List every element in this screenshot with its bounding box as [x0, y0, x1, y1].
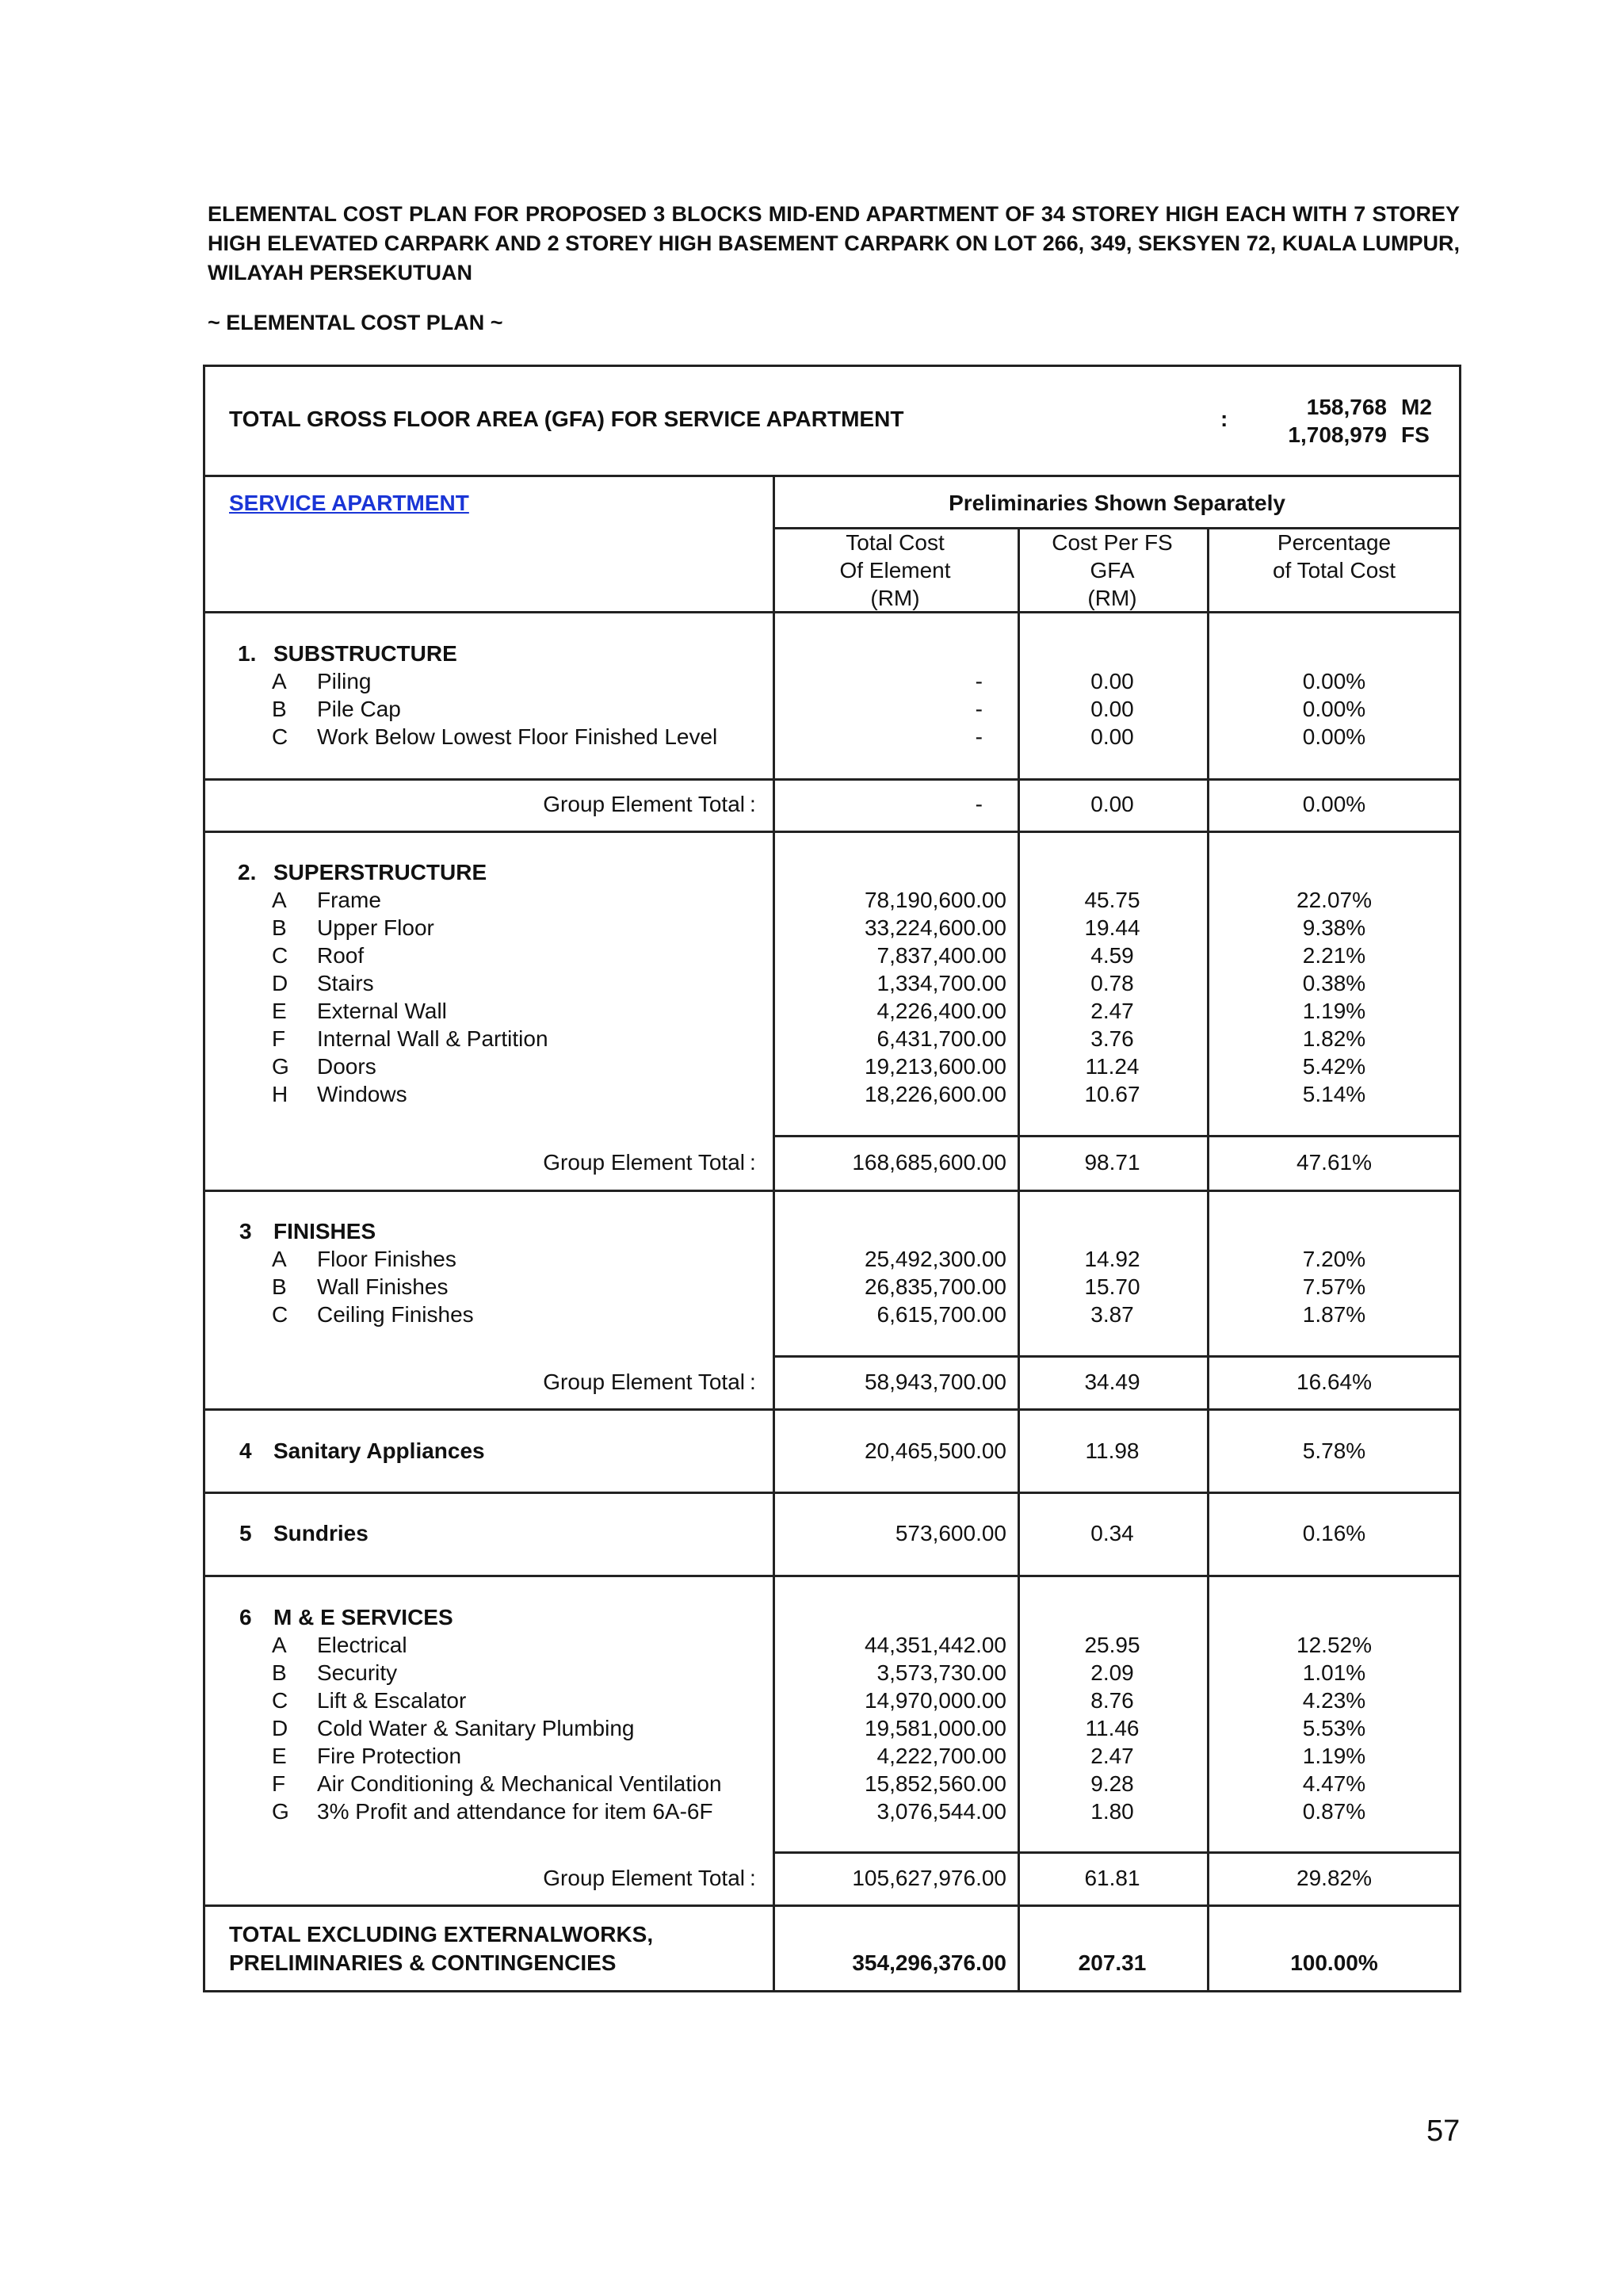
col1-header-3: (RM) [870, 586, 920, 610]
col3-header-1: Percentage [1277, 530, 1392, 555]
item-letter: H [272, 1082, 288, 1106]
section-cost: 573,600.00 [895, 1521, 1006, 1545]
group-total-per-fs: 98.71 [1084, 1150, 1140, 1175]
section-number: 4 [239, 1438, 252, 1463]
item-per-fs: 15.70 [1084, 1274, 1140, 1299]
item-letter: F [272, 1026, 286, 1051]
item-cost: 7,837,400.00 [876, 943, 1006, 968]
section-number: 6 [239, 1605, 252, 1629]
group-total-label: Group Element Total [543, 792, 745, 816]
group-total-colon: : [750, 1370, 756, 1394]
group-total-label: Group Element Total [543, 1370, 745, 1394]
item-per-fs: 0.00 [1090, 669, 1134, 693]
item-name: Work Below Lowest Floor Finished Level [317, 724, 718, 749]
group-total-label: Group Element Total [543, 1150, 745, 1175]
item-name: Pile Cap [317, 697, 401, 721]
item-pct: 22.07% [1296, 888, 1372, 912]
group-total-colon: : [750, 1150, 756, 1175]
item-pct: 12.52% [1296, 1633, 1372, 1657]
col2-header-3: (RM) [1087, 586, 1137, 610]
item-name: Piling [317, 669, 372, 693]
item-name: Roof [317, 943, 365, 968]
item-cost: - [975, 669, 983, 693]
item-cost: 4,226,400.00 [876, 999, 1006, 1023]
item-pct: 9.38% [1302, 915, 1366, 940]
item-pct: 2.21% [1302, 943, 1366, 968]
item-pct: 5.42% [1302, 1054, 1366, 1079]
item-pct: 4.47% [1302, 1771, 1366, 1796]
item-pct: 0.00% [1302, 697, 1366, 721]
item-letter: B [272, 1660, 287, 1685]
grand-total-per-fs: 207.31 [1078, 1950, 1147, 1975]
item-name: Windows [317, 1082, 407, 1106]
item-cost: 6,431,700.00 [876, 1026, 1006, 1051]
item-per-fs: 4.59 [1090, 943, 1134, 968]
item-name: Lift & Escalator [317, 1688, 467, 1713]
section-title: Sundries [273, 1521, 369, 1545]
section-title: M & E SERVICES [273, 1605, 453, 1629]
grand-total-label-2: PRELIMINARIES & CONTINGENCIES [229, 1950, 617, 1975]
item-cost: 78,190,600.00 [864, 888, 1006, 912]
prelim-header: Preliminaries Shown Separately [949, 491, 1285, 515]
section-pct: 0.16% [1302, 1521, 1366, 1545]
item-letter: B [272, 697, 287, 721]
section-title: FINISHES [273, 1219, 376, 1244]
item-cost: - [975, 724, 983, 749]
item-letter: A [272, 1247, 287, 1271]
item-pct: 5.14% [1302, 1082, 1366, 1106]
item-cost: 6,615,700.00 [876, 1302, 1006, 1327]
item-name: Electrical [317, 1633, 407, 1657]
section-number: 2. [238, 860, 257, 884]
item-pct: 0.38% [1302, 971, 1366, 995]
item-pct: 1.19% [1302, 999, 1366, 1023]
item-cost: 14,970,000.00 [864, 1688, 1006, 1713]
item-per-fs: 0.78 [1090, 971, 1134, 995]
item-per-fs: 3.76 [1090, 1026, 1134, 1051]
group-total-cost: 168,685,600.00 [852, 1150, 1006, 1175]
group-total-pct: 0.00% [1302, 792, 1366, 816]
section-title: Sanitary Appliances [273, 1438, 485, 1463]
item-pct: 4.23% [1302, 1688, 1366, 1713]
service-apartment-link[interactable]: SERVICE APARTMENT [229, 491, 469, 515]
item-letter: F [272, 1771, 286, 1796]
item-per-fs: 25.95 [1084, 1633, 1140, 1657]
item-pct: 1.87% [1302, 1302, 1366, 1327]
item-cost: 33,224,600.00 [864, 915, 1006, 940]
item-per-fs: 3.87 [1090, 1302, 1134, 1327]
item-letter: E [272, 999, 287, 1023]
gfa-fs-value: 1,708,979 [1288, 422, 1387, 447]
item-letter: E [272, 1744, 287, 1768]
document-subtitle: ~ ELEMENTAL COST PLAN ~ [208, 311, 503, 334]
item-pct: 5.53% [1302, 1716, 1366, 1740]
item-name: Ceiling Finishes [317, 1302, 474, 1327]
item-letter: D [272, 971, 288, 995]
section-cost: 20,465,500.00 [864, 1438, 1006, 1463]
item-name: Upper Floor [317, 915, 434, 940]
item-name: Floor Finishes [317, 1247, 456, 1271]
item-per-fs: 1.80 [1090, 1799, 1134, 1824]
item-per-fs: 14.92 [1084, 1247, 1140, 1271]
item-name: 3% Profit and attendance for item 6A-6F [317, 1799, 713, 1824]
item-pct: 0.00% [1302, 669, 1366, 693]
item-letter: A [272, 669, 287, 693]
item-letter: G [272, 1054, 289, 1079]
item-cost: 18,226,600.00 [864, 1082, 1006, 1106]
item-name: Air Conditioning & Mechanical Ventilation [317, 1771, 722, 1796]
item-per-fs: 9.28 [1090, 1771, 1134, 1796]
item-letter: C [272, 724, 288, 749]
section-per-fs: 0.34 [1090, 1521, 1134, 1545]
item-per-fs: 2.47 [1090, 999, 1134, 1023]
item-letter: C [272, 943, 288, 968]
group-total-cost: - [975, 792, 983, 816]
item-per-fs: 0.00 [1090, 697, 1134, 721]
document-title: ELEMENTAL COST PLAN FOR PROPOSED 3 BLOCKS MID-END APARTMENT OF 34 STOREY HIGH EACH WITH 7 STOREY HIGH ELEVATED CARPARK AND 2 STOREY HIGH BASEMENT CARPARK ON LOT 266, 349, SEKSYEN 72, KUALA LUMPUR, WILAYAH PERSEKUTUAN [208, 202, 1460, 285]
group-total-colon: : [750, 1866, 756, 1890]
item-letter: A [272, 1633, 287, 1657]
group-total-per-fs: 34.49 [1084, 1370, 1140, 1394]
col1-header-2: Of Element [839, 558, 951, 583]
item-per-fs: 2.47 [1090, 1744, 1134, 1768]
group-total-per-fs: 0.00 [1090, 792, 1134, 816]
item-cost: 19,581,000.00 [864, 1716, 1006, 1740]
item-letter: B [272, 915, 287, 940]
item-letter: D [272, 1716, 288, 1740]
item-name: Frame [317, 888, 381, 912]
grand-total-pct: 100.00% [1290, 1950, 1378, 1975]
item-cost: 3,076,544.00 [876, 1799, 1006, 1824]
item-per-fs: 11.46 [1085, 1716, 1140, 1740]
item-pct: 7.20% [1302, 1247, 1366, 1271]
item-pct: 0.87% [1302, 1799, 1366, 1824]
group-total-label: Group Element Total [543, 1866, 745, 1890]
item-per-fs: 0.00 [1090, 724, 1134, 749]
item-name: Stairs [317, 971, 374, 995]
item-pct: 7.57% [1302, 1274, 1366, 1299]
group-total-pct: 29.82% [1296, 1866, 1372, 1890]
section-title: SUBSTRUCTURE [273, 641, 457, 666]
item-cost: 4,222,700.00 [876, 1744, 1006, 1768]
item-per-fs: 11.24 [1085, 1054, 1140, 1079]
section-number: 5 [239, 1521, 252, 1545]
gfa-colon: : [1220, 407, 1228, 431]
item-name: Doors [317, 1054, 376, 1079]
col2-header-1: Cost Per FS [1052, 530, 1173, 555]
item-name: Cold Water & Sanitary Plumbing [317, 1716, 635, 1740]
group-total-colon: : [750, 792, 756, 816]
item-name: Fire Protection [317, 1744, 462, 1768]
grand-total-cost: 354,296,376.00 [852, 1950, 1006, 1975]
item-name: Internal Wall & Partition [317, 1026, 548, 1051]
item-per-fs: 10.67 [1084, 1082, 1140, 1106]
gfa-fs-unit: FS [1401, 422, 1430, 447]
item-cost: 44,351,442.00 [864, 1633, 1006, 1657]
section-pct: 5.78% [1302, 1438, 1366, 1463]
item-per-fs: 2.09 [1090, 1660, 1134, 1685]
item-cost: - [975, 697, 983, 721]
item-letter: A [272, 888, 287, 912]
group-total-per-fs: 61.81 [1084, 1866, 1140, 1890]
item-cost: 3,573,730.00 [876, 1660, 1006, 1685]
item-pct: 1.19% [1302, 1744, 1366, 1768]
item-pct: 1.82% [1302, 1026, 1366, 1051]
item-per-fs: 45.75 [1084, 888, 1140, 912]
col3-header-2: of Total Cost [1272, 558, 1396, 583]
item-name: Security [317, 1660, 398, 1685]
item-letter: C [272, 1302, 288, 1327]
item-letter: C [272, 1688, 288, 1713]
item-per-fs: 8.76 [1090, 1688, 1134, 1713]
section-title: SUPERSTRUCTURE [273, 860, 487, 884]
gfa-m2-unit: M2 [1401, 395, 1432, 419]
item-name: Wall Finishes [317, 1274, 449, 1299]
item-pct: 1.01% [1302, 1660, 1366, 1685]
item-letter: G [272, 1799, 289, 1824]
item-per-fs: 19.44 [1084, 915, 1140, 940]
section-number: 3 [239, 1219, 252, 1244]
page-number: 57 [1426, 2115, 1461, 2148]
item-cost: 19,213,600.00 [864, 1054, 1006, 1079]
item-cost: 25,492,300.00 [864, 1247, 1006, 1271]
col2-header-2: GFA [1090, 558, 1135, 583]
item-cost: 26,835,700.00 [864, 1274, 1006, 1299]
gfa-label: TOTAL GROSS FLOOR AREA (GFA) FOR SERVICE APARTMENT [229, 407, 904, 431]
gfa-m2-value: 158,768 [1306, 395, 1387, 419]
item-cost: 15,852,560.00 [864, 1771, 1006, 1796]
group-total-pct: 47.61% [1296, 1150, 1372, 1175]
group-total-cost: 105,627,976.00 [852, 1866, 1006, 1890]
item-name: External Wall [317, 999, 447, 1023]
item-letter: B [272, 1274, 287, 1299]
section-number: 1. [238, 641, 257, 666]
group-total-cost: 58,943,700.00 [864, 1370, 1006, 1394]
group-total-pct: 16.64% [1296, 1370, 1372, 1394]
item-cost: 1,334,700.00 [876, 971, 1006, 995]
grand-total-label-1: TOTAL EXCLUDING EXTERNALWORKS, [229, 1922, 654, 1946]
section-per-fs: 11.98 [1085, 1438, 1140, 1463]
item-pct: 0.00% [1302, 724, 1366, 749]
col1-header-1: Total Cost [846, 530, 945, 555]
